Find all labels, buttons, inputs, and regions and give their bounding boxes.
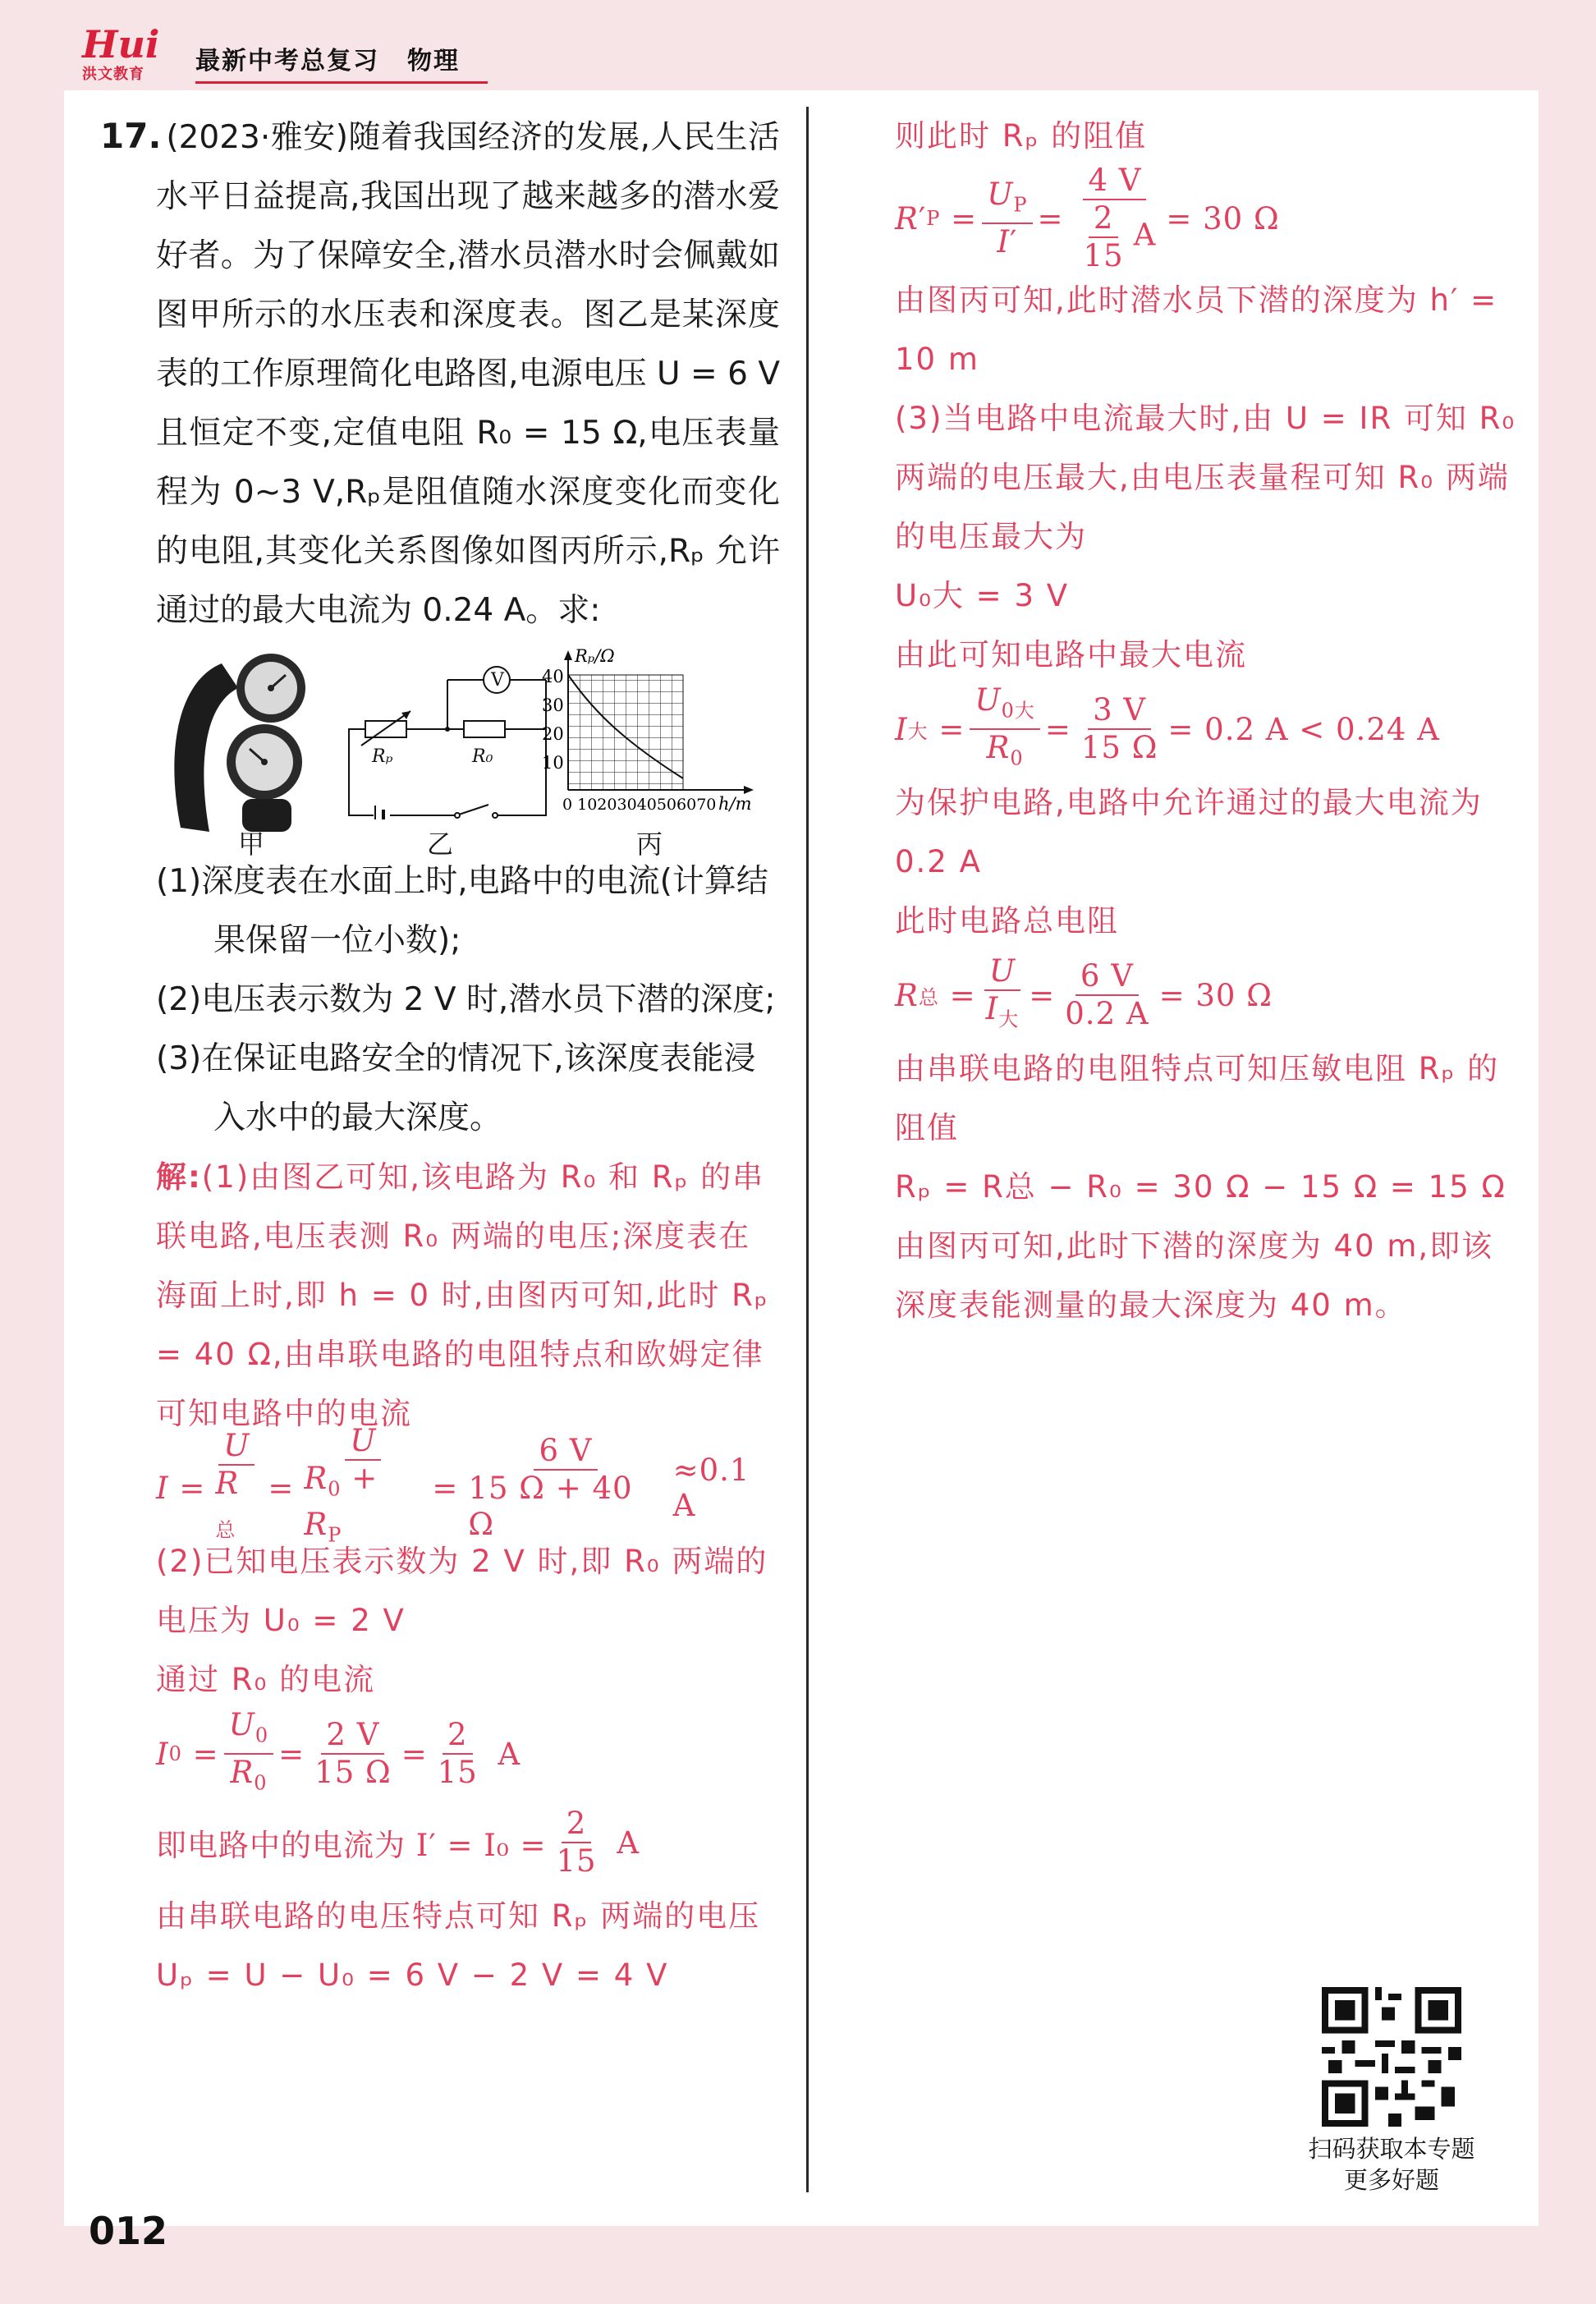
figures — [156, 646, 780, 860]
solution-right-line-5: 由此可知电路中最大电流 — [895, 637, 1247, 672]
resistance-depth-graph — [534, 645, 764, 818]
graph-xlabel: h/m — [718, 794, 752, 814]
qr-code[interactable] — [1322, 1987, 1461, 2127]
solution-right-line-2: 由图丙可知,此时潜水员下潜的深度为 h′ = 10 m — [895, 282, 1498, 377]
book-title: 最新中考总复习 — [195, 47, 379, 76]
solution-right-line-6: 为保护电路,电路中允许通过的最大电流为 0.2 A — [895, 785, 1483, 879]
right-column — [895, 107, 1519, 1335]
header-title — [195, 40, 488, 84]
question-text — [100, 107, 780, 640]
solution-line-4: 即电路中的电流为 I′ = I₀ = — [156, 1828, 547, 1863]
solution-right-line-9: Rₚ = R总 − R₀ = 30 Ω − 15 Ω = 15 Ω — [895, 1169, 1507, 1205]
voltmeter-label: V — [491, 670, 504, 691]
page-frame-right — [1539, 0, 1596, 2304]
equation-rp-prime: R ′ P = $\frac{U_P}{I'}$ = 4 V $\frac{2}{15}$ A = 30 Ω — [895, 163, 1280, 273]
qr-caption-line-2: 更多好题 — [1343, 2166, 1439, 2194]
solution-line-5: 由串联电路的电压特点可知 Rₚ 两端的电压 — [156, 1898, 761, 1934]
solution-right-line-4: U₀大 = 3 V — [895, 578, 1070, 613]
r0-label: R₀ — [472, 746, 493, 767]
equation-i-prime: 即电路中的电流为 I′ = I₀ = $\frac{2}{15}$ A — [156, 1806, 640, 1879]
logo-mark: Hui — [82, 22, 160, 67]
graph-ytick-30: 30 — [542, 695, 564, 715]
question-body: (2023·雅安)随着我国经济的发展,人民生活水平日益提高,我国出现了越来越多的潜水爱好者。为了保障安全,潜水员潜水时会佩戴如图甲所示的水压表和深度表。图乙是某深度表的工作原理简化电路图,电源电压 U = 6 V 且恒定不变,定值电阻 R₀ = 15 Ω,电压表量程为 0~3 V,Rₚ是阻值随水深度变化而变化的电阻,其变化关系图像如图丙所示,Rₚ 允许通过的最大电流为 0.24 A。求: — [156, 119, 780, 629]
figure-label-c: 丙 — [636, 828, 663, 860]
equation-r-total: R 总 = $\frac{U}{I_大}$ = $\frac{6 V}{0.2 A}$ = 30 Ω — [895, 952, 1273, 1031]
qr-caption-line-1: 扫码获取本专题 — [1308, 2135, 1475, 2163]
header — [82, 18, 488, 84]
qr-section — [1301, 1987, 1482, 2196]
solution-part-2: (2)已知电压表示数为 2 V 时,即 R₀ 两端的电压为 U₀ = 2 V — [156, 1544, 768, 1638]
graph-xticks: 0 10203040506070 — [562, 796, 717, 814]
left-column — [100, 107, 780, 2005]
question-part-3: (3)在保证电路安全的情况下,该深度表能浸入水中的最大深度。 — [156, 1040, 756, 1136]
circuit-diagram — [341, 655, 554, 819]
solution-right-line-8: 由串联电路的电阻特点可知压敏电阻 Rₚ 的阻值 — [895, 1051, 1500, 1145]
solution-right-line-10: 由图丙可知,此时下潜的深度为 40 m,即该深度表能测量的最大深度为 40 m。 — [895, 1228, 1494, 1323]
question-part-1: (1)深度表在水面上时,电路中的电流(计算结果保留一位小数); — [156, 863, 768, 959]
solution-right-line-1: 则此时 Rₚ 的阻值 — [895, 118, 1148, 154]
graph-ytick-40: 40 — [542, 667, 564, 686]
solution-line-3: 通过 R₀ 的电流 — [156, 1662, 376, 1697]
logo-subtitle: 洪文教育 — [82, 66, 144, 83]
page-frame-bottom — [0, 2226, 1596, 2304]
graph-ytick-10: 10 — [542, 753, 564, 773]
graph-ytick-20: 20 — [542, 724, 564, 744]
solution-label: 解: — [156, 1159, 202, 1195]
equation-current: I = $\frac{U}{R_总}$ = $\frac{U}{R_0 + R_P}$ = $\frac{6 V}{15 \Omega + 40 \Omega}$ ≈0.1 A — [156, 1443, 780, 1532]
page-number: 012 — [89, 2209, 168, 2253]
graph-ylabel: Rₚ/Ω — [575, 646, 615, 666]
rp-label: Rₚ — [372, 746, 393, 767]
question-part-2: (2)电压表示数为 2 V 时,潜水员下潜的深度; — [156, 981, 776, 1018]
solution-right-part-3: (3)当电路中电流最大时,由 U = IR 可知 R₀ 两端的电压最大,由电压表量程可知 R₀ 两端的电压最大为 — [895, 401, 1516, 554]
equation-i-max: I 大 = $\frac{U_{0大}}{R_0}$ = $\frac{3 V}{15 \Omega}$ = 0.2 A < 0.24 A — [895, 682, 1440, 770]
solution-line-1: (1)由图乙可知,该电路为 R₀ 和 Rₚ 的串联电路,电压表测 R₀ 两端的电压;深度表在海面上时,即 h = 0 时,由图丙可知,此时 Rₚ = 40 Ω,由串联电路的电阻特点和欧姆定律可知电路中的电流 — [156, 1159, 769, 1431]
solution-line-6: Uₚ = U − U₀ = 6 V − 2 V = 4 V — [156, 1957, 669, 1993]
page-frame-left — [0, 0, 64, 2304]
question-number: 17. — [100, 116, 162, 156]
publisher-logo — [82, 22, 179, 84]
figure-label-a: 甲 — [238, 828, 265, 860]
figure-label-b: 乙 — [427, 828, 454, 860]
equation-i0: I 0 = $\frac{U_0}{R_0}$ = $\frac{2 V}{15 \Omega}$ = $\frac{2}{15}$ A — [156, 1706, 521, 1795]
gauge-photo — [164, 647, 328, 836]
subject: 物理 — [407, 47, 460, 76]
solution-right-line-7: 此时电路总电阻 — [895, 903, 1119, 939]
column-divider — [806, 107, 809, 2192]
equation-current-result: ≈0.1 A — [672, 1453, 750, 1523]
solution-part-1 — [156, 1148, 780, 1443]
